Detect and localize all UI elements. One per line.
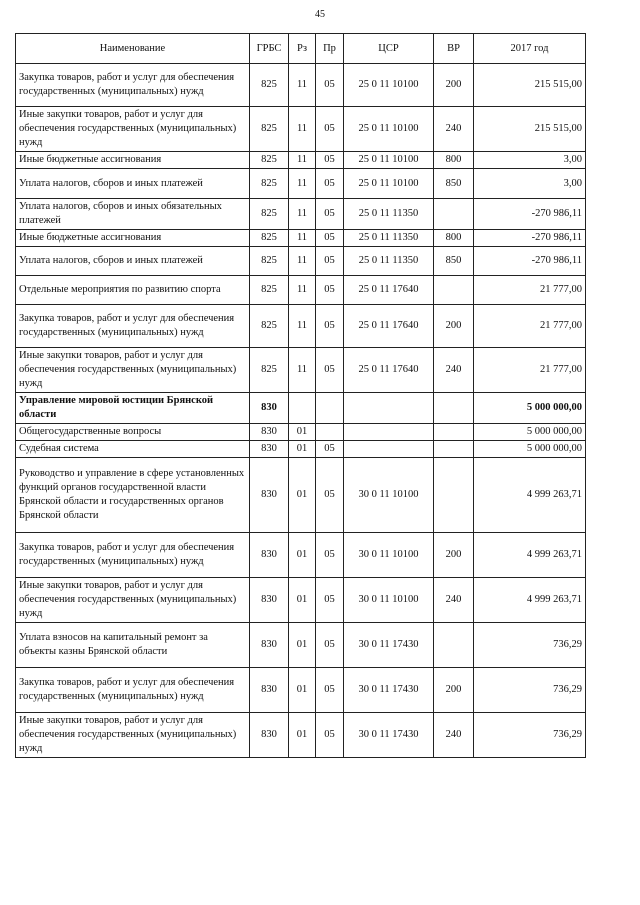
cell-csr: 25 0 11 10100 (344, 64, 434, 107)
table-row (16, 64, 586, 107)
col-header-name: Наименование (16, 34, 250, 64)
table-row (16, 441, 586, 458)
table-row (16, 623, 586, 668)
cell-pr: 05 (316, 169, 344, 199)
col-header-amount: 2017 год (474, 34, 586, 64)
cell-name: Судебная система (16, 441, 250, 458)
cell-name: Общегосударственные вопросы (16, 424, 250, 441)
cell-grbs: 825 (250, 305, 289, 348)
cell-grbs: 830 (250, 533, 289, 578)
col-header-grbs: ГРБС (250, 34, 289, 64)
cell-rz: 11 (289, 152, 316, 169)
cell-amount: 215 515,00 (474, 64, 586, 107)
cell-amount: 21 777,00 (474, 276, 586, 305)
cell-rz: 11 (289, 247, 316, 276)
cell-amount: 4 999 263,71 (474, 578, 586, 623)
cell-pr: 05 (316, 247, 344, 276)
page-number: 45 (315, 9, 325, 20)
cell-pr: 05 (316, 348, 344, 393)
cell-rz: 01 (289, 424, 316, 441)
cell-amount: 3,00 (474, 152, 586, 169)
cell-name: Уплата налогов, сборов и иных платежей (16, 247, 250, 276)
cell-vr (434, 393, 474, 424)
cell-vr: 240 (434, 348, 474, 393)
col-header-csr: ЦСР (344, 34, 434, 64)
cell-rz: 01 (289, 713, 316, 758)
cell-vr (434, 199, 474, 230)
cell-csr (344, 441, 434, 458)
cell-name: Отдельные мероприятия по развитию спорта (16, 276, 250, 305)
cell-grbs: 825 (250, 64, 289, 107)
cell-amount: 4 999 263,71 (474, 533, 586, 578)
col-header-vr: ВР (434, 34, 474, 64)
cell-rz: 01 (289, 441, 316, 458)
cell-vr (434, 276, 474, 305)
table-row (16, 713, 586, 758)
cell-name: Уплата налогов, сборов и иных обязательных платежей (16, 199, 250, 230)
cell-pr: 05 (316, 533, 344, 578)
cell-amount: -270 986,11 (474, 247, 586, 276)
cell-grbs: 830 (250, 441, 289, 458)
cell-rz: 11 (289, 64, 316, 107)
cell-amount: 736,29 (474, 668, 586, 713)
cell-amount: 736,29 (474, 623, 586, 668)
cell-name: Иные закупки товаров, работ и услуг для обеспечения государственных (муниципальных) нужд (16, 578, 250, 623)
cell-vr: 200 (434, 64, 474, 107)
cell-rz: 11 (289, 276, 316, 305)
cell-grbs: 825 (250, 276, 289, 305)
cell-name: Иные закупки товаров, работ и услуг для обеспечения государственных (муниципальных) нужд (16, 348, 250, 393)
cell-amount: -270 986,11 (474, 230, 586, 247)
table-row (16, 393, 586, 424)
cell-pr: 05 (316, 305, 344, 348)
cell-pr: 05 (316, 64, 344, 107)
cell-vr: 850 (434, 247, 474, 276)
table-row (16, 152, 586, 169)
cell-rz: 11 (289, 199, 316, 230)
cell-rz: 11 (289, 169, 316, 199)
cell-pr: 05 (316, 107, 344, 152)
table-row (16, 230, 586, 247)
cell-pr: 05 (316, 458, 344, 533)
cell-vr (434, 424, 474, 441)
cell-pr: 05 (316, 668, 344, 713)
cell-name: Уплата взносов на капитальный ремонт за объекты казны Брянской области (16, 623, 250, 668)
cell-rz: 11 (289, 305, 316, 348)
table-row (16, 533, 586, 578)
cell-vr: 800 (434, 152, 474, 169)
cell-grbs: 825 (250, 199, 289, 230)
cell-rz: 01 (289, 458, 316, 533)
cell-grbs: 830 (250, 623, 289, 668)
cell-grbs: 830 (250, 393, 289, 424)
cell-pr: 05 (316, 276, 344, 305)
cell-csr: 25 0 11 17640 (344, 305, 434, 348)
cell-rz: 11 (289, 230, 316, 247)
table-row (16, 247, 586, 276)
cell-csr (344, 424, 434, 441)
table-header-row (16, 34, 586, 64)
cell-name: Закупка товаров, работ и услуг для обеспечения государственных (муниципальных) нужд (16, 64, 250, 107)
cell-pr: 05 (316, 152, 344, 169)
table-row (16, 169, 586, 199)
cell-csr: 25 0 11 11350 (344, 230, 434, 247)
cell-grbs: 830 (250, 578, 289, 623)
cell-grbs: 830 (250, 424, 289, 441)
cell-name: Закупка товаров, работ и услуг для обеспечения государственных (муниципальных) нужд (16, 668, 250, 713)
cell-csr: 30 0 11 10100 (344, 458, 434, 533)
cell-vr: 200 (434, 533, 474, 578)
cell-name: Закупка товаров, работ и услуг для обеспечения государственных (муниципальных) нужд (16, 305, 250, 348)
table-row (16, 668, 586, 713)
cell-pr (316, 393, 344, 424)
cell-csr: 30 0 11 10100 (344, 578, 434, 623)
cell-name: Иные закупки товаров, работ и услуг для обеспечения государственных (муниципальных) нужд (16, 107, 250, 152)
table-row (16, 578, 586, 623)
cell-pr: 05 (316, 713, 344, 758)
cell-rz: 01 (289, 578, 316, 623)
cell-grbs: 825 (250, 230, 289, 247)
cell-name: Руководство и управление в сфере установленных функций органов государственной власти Брянской области и государственных органов Брянской области (16, 458, 250, 533)
cell-amount: 5 000 000,00 (474, 424, 586, 441)
cell-grbs: 825 (250, 152, 289, 169)
table-row (16, 276, 586, 305)
table-row (16, 458, 586, 533)
cell-amount: -270 986,11 (474, 199, 586, 230)
cell-amount: 21 777,00 (474, 348, 586, 393)
cell-name: Закупка товаров, работ и услуг для обеспечения государственных (муниципальных) нужд (16, 533, 250, 578)
cell-csr (344, 393, 434, 424)
cell-amount: 4 999 263,71 (474, 458, 586, 533)
cell-vr: 240 (434, 107, 474, 152)
cell-vr (434, 458, 474, 533)
cell-vr (434, 623, 474, 668)
cell-amount: 21 777,00 (474, 305, 586, 348)
cell-grbs: 830 (250, 713, 289, 758)
cell-grbs: 825 (250, 348, 289, 393)
cell-vr: 240 (434, 713, 474, 758)
cell-csr: 30 0 11 17430 (344, 623, 434, 668)
cell-csr: 25 0 11 11350 (344, 199, 434, 230)
cell-csr: 25 0 11 11350 (344, 247, 434, 276)
cell-csr: 25 0 11 10100 (344, 169, 434, 199)
cell-rz: 01 (289, 668, 316, 713)
cell-csr: 30 0 11 17430 (344, 713, 434, 758)
col-header-pr: Пр (316, 34, 344, 64)
cell-vr: 850 (434, 169, 474, 199)
cell-vr: 200 (434, 668, 474, 713)
cell-rz: 11 (289, 348, 316, 393)
cell-vr (434, 441, 474, 458)
table-row (16, 424, 586, 441)
cell-csr: 30 0 11 10100 (344, 533, 434, 578)
cell-pr: 05 (316, 578, 344, 623)
table-row (16, 199, 586, 230)
cell-amount: 3,00 (474, 169, 586, 199)
cell-pr: 05 (316, 441, 344, 458)
cell-pr: 05 (316, 623, 344, 668)
table-row (16, 107, 586, 152)
cell-rz (289, 393, 316, 424)
cell-grbs: 825 (250, 107, 289, 152)
cell-name: Уплата налогов, сборов и иных платежей (16, 169, 250, 199)
cell-vr: 240 (434, 578, 474, 623)
cell-name: Иные закупки товаров, работ и услуг для обеспечения государственных (муниципальных) нужд (16, 713, 250, 758)
cell-grbs: 830 (250, 458, 289, 533)
cell-amount: 5 000 000,00 (474, 393, 586, 424)
cell-amount: 736,29 (474, 713, 586, 758)
table-row (16, 348, 586, 393)
col-header-rz: Рз (289, 34, 316, 64)
cell-pr (316, 424, 344, 441)
cell-name: Иные бюджетные ассигнования (16, 152, 250, 169)
cell-grbs: 825 (250, 247, 289, 276)
table-row (16, 305, 586, 348)
cell-vr: 200 (434, 305, 474, 348)
cell-name: Иные бюджетные ассигнования (16, 230, 250, 247)
cell-csr: 25 0 11 10100 (344, 152, 434, 169)
budget-table (15, 33, 586, 758)
cell-rz: 01 (289, 533, 316, 578)
cell-grbs: 830 (250, 668, 289, 713)
cell-amount: 215 515,00 (474, 107, 586, 152)
cell-csr: 25 0 11 17640 (344, 348, 434, 393)
cell-rz: 11 (289, 107, 316, 152)
cell-amount: 5 000 000,00 (474, 441, 586, 458)
cell-csr: 25 0 11 17640 (344, 276, 434, 305)
cell-rz: 01 (289, 623, 316, 668)
cell-grbs: 825 (250, 169, 289, 199)
cell-vr: 800 (434, 230, 474, 247)
cell-pr: 05 (316, 230, 344, 247)
cell-name: Управление мировой юстиции Брянской области (16, 393, 250, 424)
cell-csr: 25 0 11 10100 (344, 107, 434, 152)
cell-csr: 30 0 11 17430 (344, 668, 434, 713)
cell-pr: 05 (316, 199, 344, 230)
